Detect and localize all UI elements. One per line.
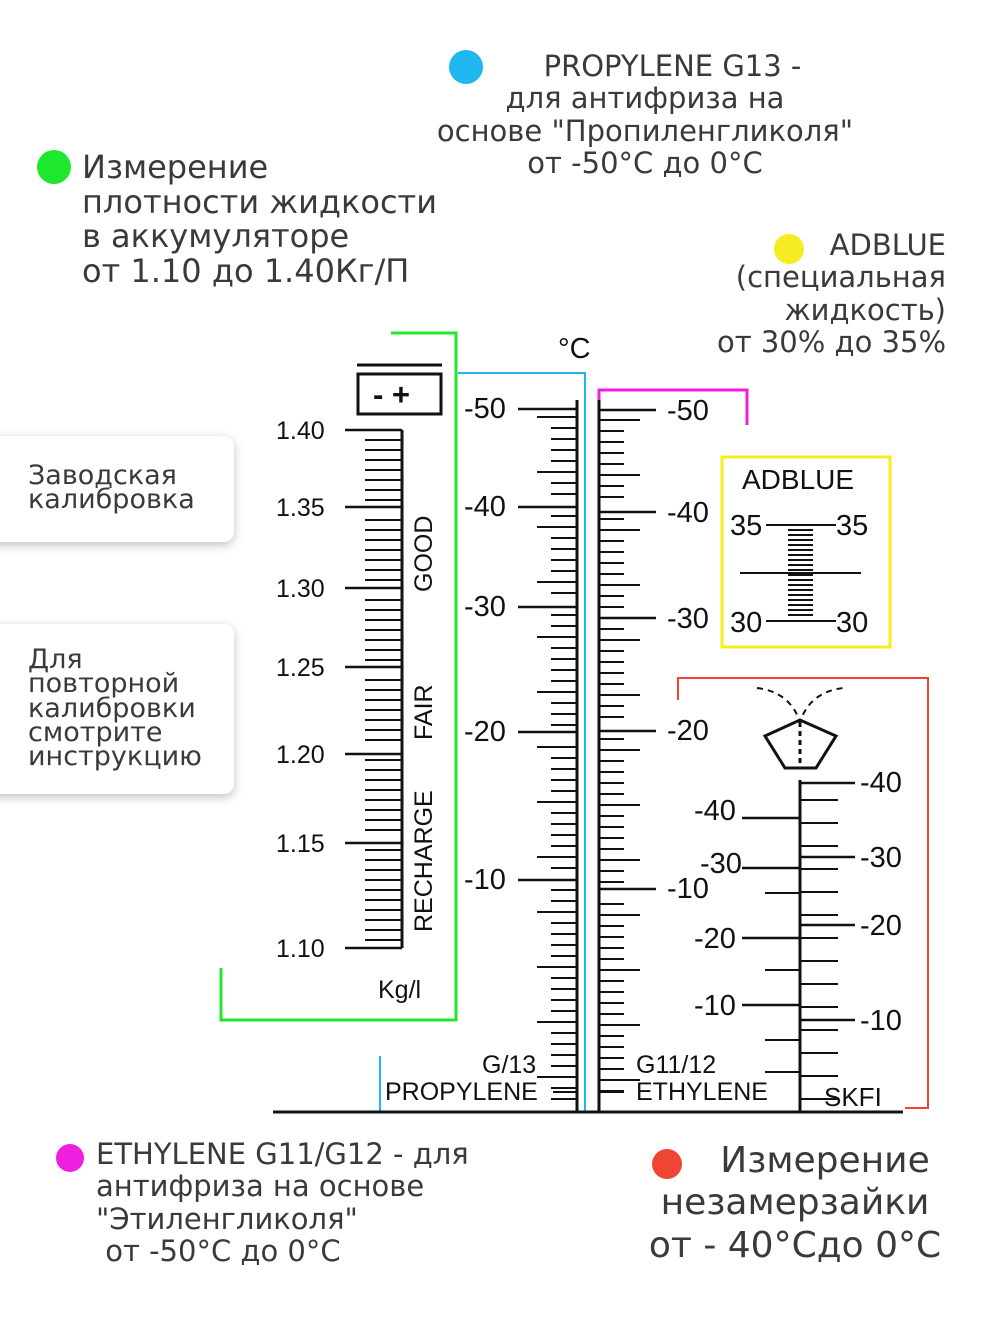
battery-unit-label: Kg/l — [378, 976, 422, 1004]
ethylene-tick-label: -50 — [667, 395, 709, 427]
washer-line-1: Измерение — [720, 1140, 930, 1181]
ethylene-line-4: от -50°C до 0°C — [96, 1234, 341, 1269]
recalib-card-line-4: смотрите — [28, 716, 163, 748]
propylene-line-4: от -50°C до 0°C — [527, 146, 763, 181]
battery-terminal-icon — [357, 365, 442, 414]
battery-tick-label: 1.35 — [276, 494, 325, 522]
ethylene-tick-label: -20 — [667, 715, 709, 747]
recalib-card-line-2: повторной — [28, 668, 180, 700]
recalib-card-line-5: инструкцию — [28, 741, 202, 773]
battery-tick-label: 1.20 — [276, 741, 325, 769]
ethylene-legend — [96, 1138, 469, 1268]
battery-tick-label: 1.15 — [276, 830, 325, 858]
factory-card-line-1: Заводская — [28, 460, 177, 491]
zone-recharge-label: RECHARGE — [410, 790, 438, 932]
battery-tick-label: 1.30 — [276, 575, 325, 603]
ethylene-color-dot — [56, 1144, 84, 1172]
ethylene-type-label: ETHYLENE — [636, 1078, 768, 1106]
celsius-unit: °C — [558, 333, 591, 365]
ethylene-tick-label: -10 — [667, 873, 709, 905]
ethylene-tick-label: -40 — [667, 497, 709, 529]
propylene-tick-label: -40 — [464, 491, 506, 523]
washer-left-label: -30 — [700, 848, 742, 880]
battery-line-4: от 1.10 до 1.40Кг/П — [82, 251, 410, 290]
adblue-line-2: (специальная — [735, 260, 946, 295]
windshield-washer-icon — [757, 688, 843, 768]
adblue-line-4: от 30% до 35% — [717, 325, 946, 360]
zone-good-label: GOOD — [410, 515, 438, 592]
washer-left-label: -40 — [694, 795, 736, 827]
adblue-line-1: ADBLUE — [829, 228, 946, 262]
propylene-tick-label: -20 — [464, 716, 506, 748]
washer-line-3: от - 40°Cдо 0°C — [648, 1224, 942, 1266]
ethylene-name-label: G11/12 — [636, 1051, 717, 1079]
factory-card-line-2: калибровка — [28, 484, 195, 516]
propylene-line-2: для антифриза на — [505, 81, 785, 116]
battery-tick-label: 1.25 — [276, 654, 325, 682]
battery-tick-label: 1.10 — [276, 935, 325, 963]
washer-left-label: -10 — [694, 990, 736, 1022]
ethylene-tick-label: -30 — [667, 603, 709, 635]
adblue-label-left-top: 35 — [730, 510, 763, 542]
washer-right-label: -10 — [860, 1005, 902, 1037]
battery-line-2: плотности жидкости — [82, 182, 437, 221]
recalib-card-line-3: калибровки — [28, 692, 196, 724]
washer-right-label: -40 — [860, 767, 902, 799]
propylene-type-label: PROPYLENE — [385, 1078, 538, 1106]
washer-right-label: -20 — [860, 910, 902, 942]
battery-tick-label: 1.40 — [276, 417, 325, 445]
recalib-card-line-1: Для — [28, 644, 83, 675]
ethylene-line-1: ETHYLENE G11/G12 - для — [96, 1137, 469, 1171]
battery-line-3: в аккумуляторе — [82, 217, 350, 256]
zone-fair-label: FAIR — [410, 684, 438, 740]
propylene-line-1: PROPYLENE G13 - — [543, 49, 802, 83]
adblue-title: ADBLUE — [742, 464, 855, 495]
battery-line-1: Измерение — [82, 148, 269, 186]
washer-legend — [640, 1140, 950, 1267]
propylene-name-label: G/13 — [482, 1051, 537, 1079]
adblue-label-left-bottom: 30 — [730, 607, 763, 639]
adblue-label-right-bottom: 30 — [836, 607, 869, 639]
propylene-line-3: основе "Пропиленгликоля" — [436, 113, 854, 148]
propylene-tick-label: -10 — [464, 864, 506, 896]
ethylene-line-2: антифриза на основе — [96, 1169, 425, 1204]
propylene-tick-label: -50 — [464, 393, 506, 425]
washer-name-label: SKFI — [824, 1082, 882, 1112]
battery-terminal-label: - + — [373, 377, 411, 412]
washer-left-label: -20 — [694, 923, 736, 955]
propylene-tick-label: -30 — [464, 591, 506, 623]
ethylene-line-3: "Этиленгликоля" — [96, 1201, 358, 1236]
washer-line-2: незамерзайки — [660, 1182, 930, 1224]
adblue-label-right-top: 35 — [836, 510, 869, 542]
washer-right-label: -30 — [860, 842, 902, 874]
adblue-line-3: жидкость) — [784, 292, 946, 327]
